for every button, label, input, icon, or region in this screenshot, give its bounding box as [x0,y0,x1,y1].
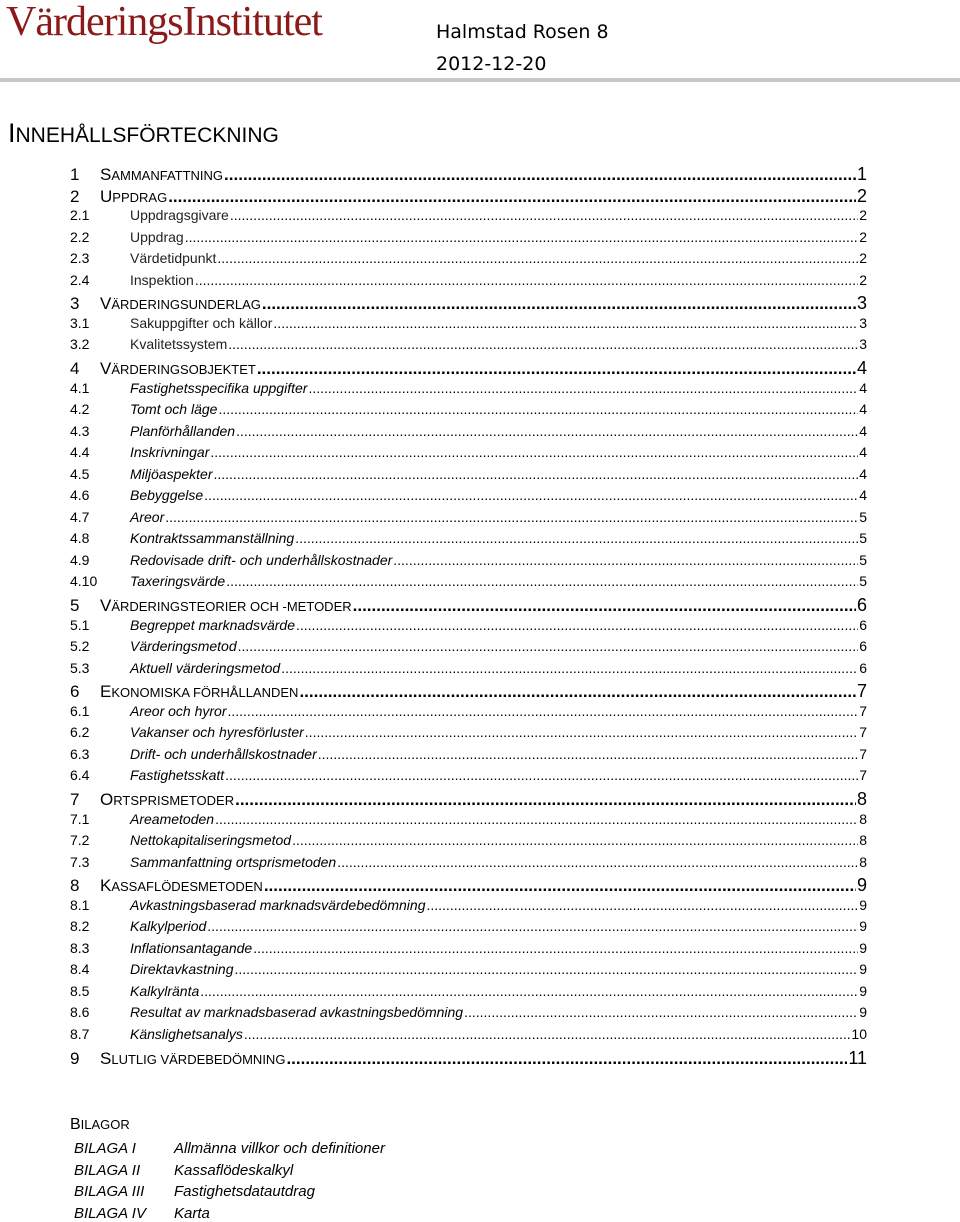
toc-title-text: Miljöaspekter [130,465,213,482]
toc-page-number: 2 [856,185,867,206]
toc-subsection-link[interactable] [70,724,867,740]
toc-leader-dots [426,897,858,913]
toc-number: 6.1 [70,702,90,719]
toc-section-link[interactable] [70,681,867,702]
toc-title-text: KASSAFLÖDESMETODEN [100,876,263,896]
toc-subsection-link[interactable] [70,703,867,719]
toc-title-text: Bebyggelse [130,487,204,504]
bilaga-item [74,1162,293,1179]
toc-page-number: 5 [859,508,867,525]
toc-section-link[interactable] [70,1048,867,1069]
toc-page-number: 2 [859,271,867,288]
logo: VärderingsInstitutet [6,0,322,45]
toc-subsection-link[interactable] [70,487,867,503]
bilaga-title: Karta [174,1205,210,1222]
toc-title-text: Fastighetsskatt [130,767,225,784]
toc-number: 3 [70,294,80,314]
toc-leader-dots [253,940,858,956]
toc-number: 4 [70,358,80,378]
toc-number: 4.5 [70,465,90,482]
toc-leader-dots [230,207,858,223]
toc-page-number: 7 [859,724,867,741]
toc-number: 3.2 [70,336,90,353]
toc-subsection-link[interactable] [70,961,867,977]
toc-page-number: 7 [859,702,867,719]
toc-leader-dots [217,250,858,266]
toc-title-text: EKONOMISKA FÖRHÅLLANDEN [100,682,299,702]
toc-page-number: 6 [859,616,867,633]
toc-title-text: Tomt och läge [130,401,218,418]
toc-page-number: 6 [859,638,867,655]
toc-page-number: 8 [859,832,867,849]
toc-number: 5.3 [70,659,90,676]
toc-section-link[interactable] [70,186,867,207]
toc-title-text: Sakuppgifter och källor [130,314,273,331]
toc-title-text: Taxeringsvärde [130,573,226,590]
toc-title-text: Värdetidpunkt [130,250,217,267]
toc-page-number: 5 [859,551,867,568]
bilaga-code: BILAGA III [74,1183,145,1201]
toc-page-number: 4 [856,357,867,378]
toc-number: 5 [70,596,80,615]
toc-title-text: Känslighetsanalys [130,1026,243,1042]
toc-leader-dots [227,703,858,719]
toc-title-text: Drift- och underhållskostnader [130,745,317,762]
toc-page-number: 8 [859,853,867,870]
toc-leader-dots [353,596,856,616]
toc-title-text: Inflationsantagande [130,939,253,956]
toc-subsection-link[interactable] [70,229,867,245]
toc-number: 8.7 [70,1026,90,1042]
toc-number: 4.6 [70,487,90,504]
toc-section-link[interactable] [70,293,867,314]
toc-subsection-link[interactable] [70,573,867,589]
toc-title-text: Areor [130,508,165,525]
toc-number: 7.3 [70,853,90,870]
toc-subsection-link[interactable] [70,832,867,848]
toc-subsection-link[interactable] [70,466,867,482]
toc-leader-dots [218,401,858,417]
toc-leader-dots [281,660,858,676]
toc-leader-dots [225,767,858,783]
toc-number: 2 [70,186,80,206]
toc-title-text: Direktavkastning [130,961,234,978]
toc-page-number: 9 [859,1004,867,1021]
toc-number: 3.1 [70,314,90,331]
toc-leader-dots [318,746,858,762]
toc-number: 2.4 [70,271,90,288]
toc-title-text: Areametoden [130,810,215,827]
toc-title-text: Sammanfattning ortsprismetoden [130,853,337,870]
toc-subsection-link[interactable] [70,983,867,999]
toc-subsection-link[interactable] [70,509,867,525]
bilaga-item [74,1140,385,1157]
toc-number: 8.5 [70,982,90,999]
toc-subsection-link[interactable] [70,854,867,870]
toc-number: 5.2 [70,638,90,655]
toc-title-text: Resultat av marknadsbaserad avkastningsbedömning [130,1004,464,1021]
toc-title-text: UPPDRAG [100,186,168,206]
toc-leader-dots [228,336,858,352]
toc-leader-dots [168,187,856,207]
toc-section-link[interactable] [70,164,867,185]
toc-leader-dots [200,983,858,999]
toc-number: 4.1 [70,379,90,396]
toc-number: 6 [70,682,80,702]
toc-leader-dots [210,444,858,460]
toc-subsection-link[interactable] [70,811,867,827]
toc-page-number: 1 [856,164,867,184]
toc-leader-dots [257,359,856,379]
toc-title: INNEHÅLLSFÖRTECKNING [8,118,279,148]
toc-title-text: Areor och hyror [130,702,227,719]
toc-number: 8.6 [70,1004,90,1021]
page-header [0,0,960,90]
toc-subsection-link[interactable] [70,401,867,417]
toc-page-number: 9 [859,939,867,956]
toc-number: 4.8 [70,530,90,547]
toc-section-link[interactable] [70,875,867,896]
toc-title-text: Redovisade drift- och underhållskostnader [130,551,393,568]
toc-leader-dots [464,1004,858,1020]
toc-title-text: Inskrivningar [130,444,210,461]
toc-page-number: 7 [859,767,867,784]
toc-leader-dots [305,724,858,740]
toc-subsection-link[interactable] [70,1026,867,1042]
toc-number: 4.7 [70,508,90,525]
toc-page-number: 4 [859,401,867,418]
toc-leader-dots [393,552,858,568]
toc-title-text: Begreppet marknadsvärde [130,616,295,633]
toc-title-text: SLUTLIG VÄRDEBEDÖMNING [100,1048,286,1068]
bilaga-item [74,1183,315,1200]
toc-page-number: 11 [848,1047,867,1068]
toc-title-text: Kalkylperiod [130,918,207,935]
toc-leader-dots [296,617,858,633]
toc-number: 2.3 [70,250,90,267]
toc-subsection-link[interactable] [70,638,867,654]
bilagor-heading: BILAGOR [70,1116,130,1133]
toc-title-text: Avkastningsbaserad marknadsvärdebedömning [130,896,426,913]
toc-subsection-link[interactable] [70,940,867,956]
toc-title-text: Aktuell värderingsmetod [130,659,281,676]
toc-leader-dots [213,466,858,482]
toc-page-number: 9 [859,918,867,935]
toc-number: 2.2 [70,228,90,245]
toc-page-number: 4 [859,444,867,461]
toc-leader-dots [204,487,858,503]
toc-section-link[interactable] [70,789,867,810]
toc-number: 4.10 [70,573,98,590]
toc-page-number: 2 [859,207,867,224]
toc-page-number: 3 [859,336,867,353]
toc-subsection-link[interactable] [70,272,867,288]
header-divider [0,78,960,82]
toc-subsection-link[interactable] [70,746,867,762]
toc-leader-dots [165,509,858,525]
toc-section-link[interactable] [70,358,867,379]
toc-page-number: 9 [859,896,867,913]
bilaga-title: Kassaflödeskalkyl [174,1161,294,1179]
toc-page-number: 4 [859,465,867,482]
toc-number: 8.2 [70,918,90,935]
toc-title-text: Värderingsmetod [130,638,237,655]
bilaga-title: Allmänna villkor och definitioner [174,1140,385,1157]
toc-page-number: 8 [859,810,867,827]
toc-page-number: 10 [851,1026,867,1042]
bilaga-code: BILAGA II [74,1161,141,1179]
toc-subsection-link[interactable] [70,315,867,331]
toc-number: 8.4 [70,961,90,978]
toc-number: 5.1 [70,616,90,633]
toc-page-number: 9 [859,982,867,999]
bilaga-code: BILAGA IV [74,1205,146,1222]
toc-title-text: Nettokapitaliseringsmetod [130,832,292,849]
toc-leader-dots [337,854,858,870]
toc-number: 6.4 [70,767,90,784]
toc-leader-dots [235,790,856,810]
toc-page-number: 9 [859,961,867,978]
toc-page-number: 9 [856,875,867,896]
toc-leader-dots [292,832,858,848]
toc-title-text: VÄRDERINGSTEORIER OCH -METODER [100,596,352,615]
toc-subsection-link[interactable] [70,250,867,266]
toc-number: 4.3 [70,422,90,439]
toc-page-number: 5 [859,530,867,547]
toc-leader-dots [286,1049,847,1069]
toc-leader-dots [236,423,858,439]
toc-number: 8 [70,876,80,896]
report-date: 2012-12-20 [436,53,547,75]
toc-number: 7.2 [70,832,90,849]
toc-title-text: Inspektion [130,271,194,288]
toc-subsection-link[interactable] [70,530,867,546]
toc-leader-dots [226,573,858,589]
toc-number: 6.3 [70,745,90,762]
toc-number: 4.9 [70,551,90,568]
toc-subsection-link[interactable] [70,380,867,396]
toc-title-text: Vakanser och hyresförluster [130,724,304,741]
toc-subsection-link[interactable] [70,552,867,568]
toc-title-text: SAMMANFATTNING [100,165,224,184]
toc-leader-dots [207,918,858,934]
toc-number: 7.1 [70,810,90,827]
toc-number: 7 [70,789,80,809]
bilaga-item [74,1205,210,1222]
toc-leader-dots [195,272,858,288]
toc-subsection-link[interactable] [70,660,867,676]
toc-subsection-link[interactable] [70,444,867,460]
toc-leader-dots [215,811,858,827]
toc-page-number: 7 [859,745,867,762]
toc-leader-dots [273,315,858,331]
toc-subsection-link[interactable] [70,767,867,783]
toc-number: 4.2 [70,401,90,418]
toc-page-number: 3 [856,293,867,314]
toc-page-number: 2 [859,250,867,267]
toc-number: 6.2 [70,724,90,741]
toc-page-number: 7 [856,681,867,702]
toc-number: 8.3 [70,939,90,956]
bilaga-title: Fastighetsdatautdrag [174,1183,315,1201]
toc-subsection-link[interactable] [70,207,867,223]
toc-title-text: Kvalitetssystem [130,336,228,353]
toc-page-number: 4 [859,379,867,396]
toc-title-text: Planförhållanden [130,422,236,439]
toc-page-number: 4 [859,487,867,504]
toc-leader-dots [295,530,858,546]
toc-leader-dots [238,638,859,654]
toc-subsection-link[interactable] [70,336,867,352]
toc-page-number: 8 [856,788,867,809]
toc-number: 4.4 [70,444,90,461]
toc-leader-dots [244,1026,851,1042]
toc-number: 1 [70,165,80,184]
toc-page-number: 2 [859,228,867,245]
toc-leader-dots [308,380,858,396]
toc-leader-dots [264,876,856,896]
toc-title-text: VÄRDERINGSOBJEKTET [100,358,256,378]
toc-number: 9 [70,1048,80,1068]
toc-page-number: 6 [859,659,867,676]
property-name: Halmstad Rosen 8 [436,21,609,43]
toc-subsection-link[interactable] [70,423,867,439]
toc-page-number: 6 [856,595,867,615]
toc-section-link[interactable] [70,595,867,616]
toc-leader-dots [299,682,856,702]
toc-title-text: Uppdrag [130,228,184,245]
toc-leader-dots [185,229,859,245]
toc-page-number: 5 [859,573,867,590]
toc-subsection-link[interactable] [70,918,867,934]
toc-subsection-link[interactable] [70,617,867,633]
toc-leader-dots [224,165,856,185]
toc-page-number: 3 [859,314,867,331]
toc-title-text: Kontraktssammanställning [130,530,295,547]
header-meta [436,16,609,80]
toc-subsection-link[interactable] [70,897,867,913]
toc-title-text: Uppdragsgivare [130,207,229,224]
toc-page-number: 4 [859,422,867,439]
toc-title-text: Fastighetsspecifika uppgifter [130,379,308,396]
toc-subsection-link[interactable] [70,1004,867,1020]
toc-number: 2.1 [70,207,90,224]
toc-leader-dots [262,294,856,314]
bilaga-code: BILAGA I [74,1140,136,1157]
toc-title-text: VÄRDERINGSUNDERLAG [100,294,261,314]
toc-number: 8.1 [70,896,90,913]
toc-title-text: Kalkylränta [130,982,200,999]
toc-leader-dots [235,961,859,977]
toc-title-text: ORTSPRISMETODER [100,789,235,809]
